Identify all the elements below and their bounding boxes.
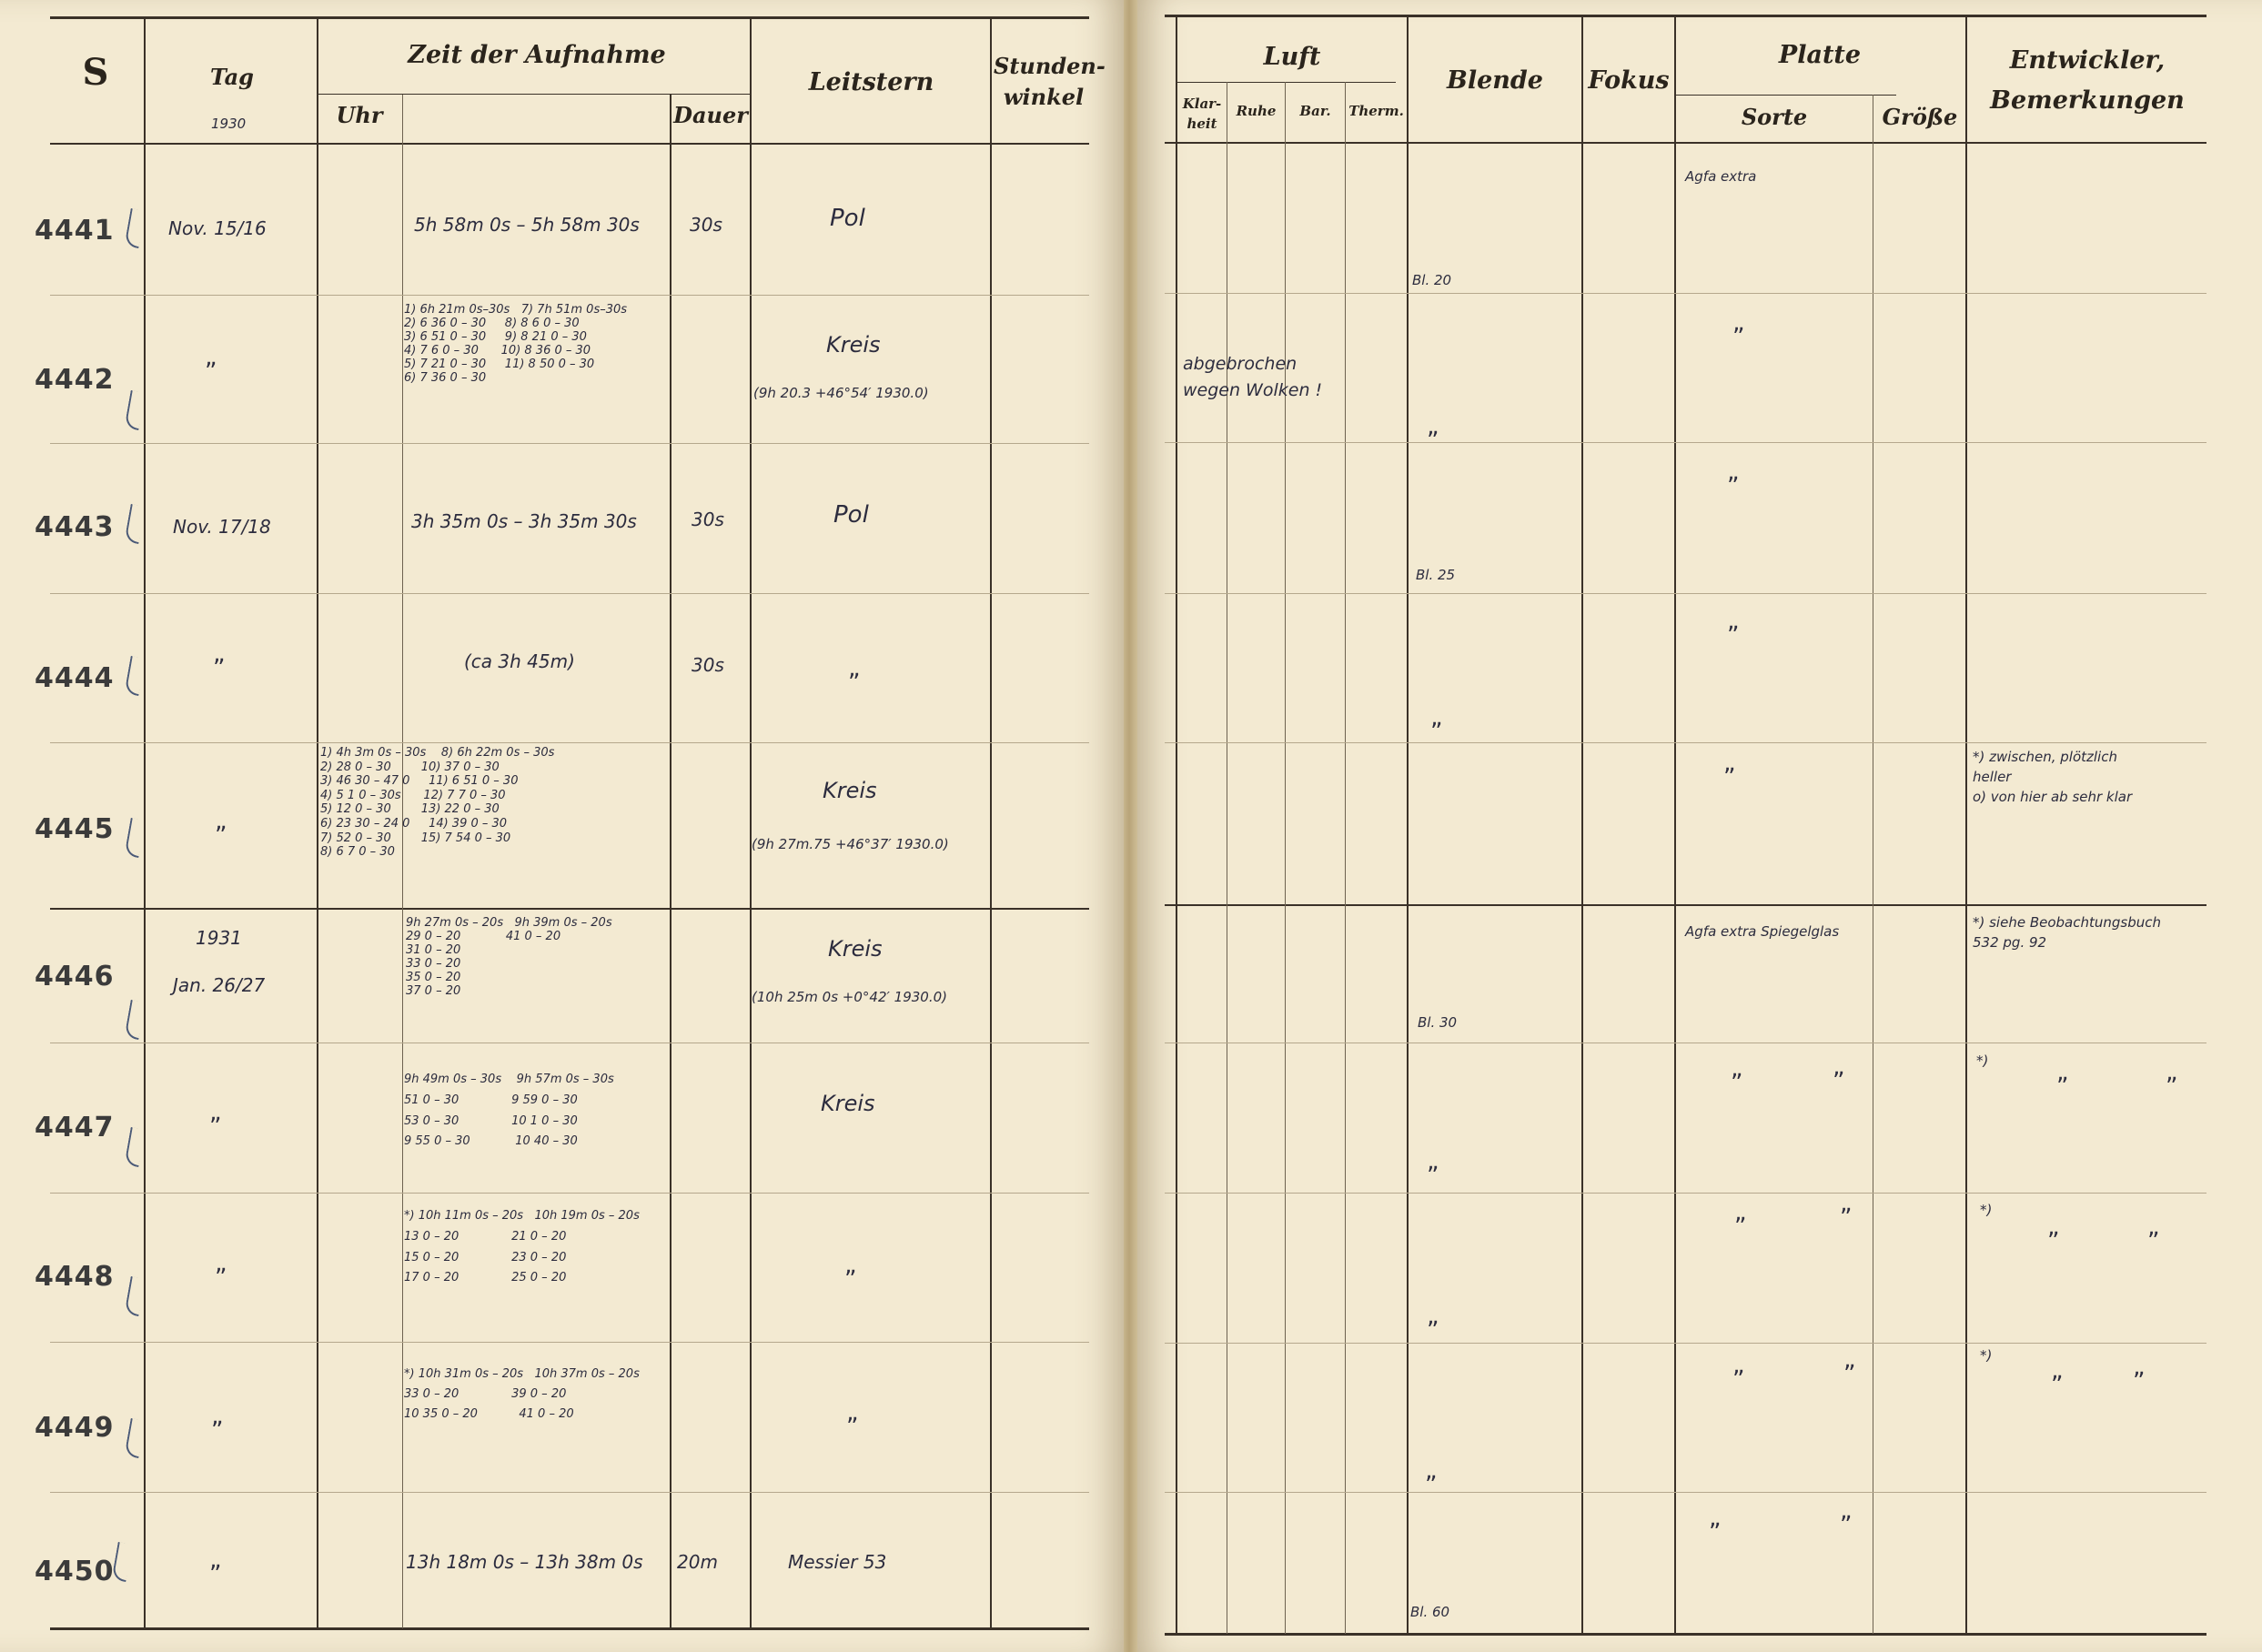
row-4449-platte-ditto: „	[1732, 1352, 1745, 1379]
header-s: S	[82, 51, 109, 94]
check-mark-icon	[124, 1127, 145, 1167]
header-entwickler-2: Bemerkungen	[1990, 86, 2185, 115]
header-leitstern: Leitstern	[808, 68, 934, 96]
check-mark-icon	[124, 1000, 145, 1040]
row-4441-tag: Nov. 15/16	[168, 217, 267, 239]
row-4442-number: 4442	[35, 364, 115, 396]
row-4444-uhr: (ca 3h 45m)	[464, 650, 575, 672]
row-4442-uhr: 1) 6h 21m 0s–30s 7) 7h 51m 0s–30s 2) 6 36 0 – 30 8) 8 6 0 – 30 3) 6 51 0 – 30 9) 8 21 0 – 30 4) 7 6 0 – 30 10) 8 36 0 – 30 5) 7 21 0 – 30 11) 8 50 0 – 30 6) 7 36 0 – 30	[404, 303, 628, 385]
row-4442-blende-ditto: „	[1427, 413, 1439, 440]
row-4446-remark: *) siehe Beobachtungsbuch 532 pg. 92	[1973, 914, 2162, 951]
row-4442-leitstern: Kreis	[826, 332, 881, 358]
row-4449-remark-ditto-2: „	[2133, 1354, 2146, 1381]
header-sorte: Sorte	[1741, 104, 1808, 130]
row-4441-uhr: 5h 58m 0s – 5h 58m 30s	[414, 214, 640, 236]
row-4450-blende: Bl. 60	[1410, 1604, 1450, 1620]
check-mark-icon	[124, 818, 145, 858]
header-klarheit-1: Klar-	[1182, 96, 1222, 112]
row-4446-uhr: 9h 27m 0s – 20s 9h 39m 0s – 20s 29 0 – 20 41 0 – 20 31 0 – 20 33 0 – 20 35 0 – 20 37 0 – 20	[406, 916, 612, 998]
row-4447-leitstern: Kreis	[821, 1091, 875, 1116]
row-4441-leitstern: Pol	[830, 205, 865, 232]
row-4444-dauer: 30s	[692, 654, 724, 676]
check-mark-icon	[124, 1418, 145, 1458]
row-4444-leitstern: „	[848, 655, 861, 682]
row-4442-leitstern-coord: (9h 20.3 +46°54′ 1930.0)	[753, 385, 929, 401]
header-bar: Bar.	[1299, 103, 1331, 119]
row-4443-leitstern: Pol	[833, 501, 869, 529]
header-luft: Luft	[1263, 43, 1321, 71]
row-4450-leitstern: Messier 53	[788, 1551, 887, 1573]
row-4443-number: 4443	[35, 511, 115, 543]
row-4445-tag: „	[215, 808, 227, 835]
row-4450-tag: „	[209, 1546, 222, 1574]
row-4443-uhr: 3h 35m 0s – 3h 35m 30s	[411, 510, 637, 532]
header-groesse: Größe	[1882, 104, 1958, 130]
row-4446-tag: Jan. 26/27	[173, 974, 266, 996]
check-mark-icon	[111, 1542, 132, 1582]
right-page	[1137, 0, 2262, 1652]
row-4447-platte-ditto: „	[1731, 1055, 1743, 1083]
row-4450-groesse-ditto: „	[1840, 1497, 1853, 1525]
header-stundenwinkel-2: winkel	[1003, 84, 1085, 110]
row-4449-blende-ditto: „	[1425, 1457, 1438, 1485]
row-4447-remark-ditto-2: „	[2166, 1059, 2178, 1086]
row-4448-remark-star: *)	[1980, 1202, 1993, 1218]
row-4449-remark-star: *)	[1980, 1347, 1993, 1364]
row-4447-groesse-ditto: „	[1833, 1053, 1845, 1081]
row-4450-uhr: 13h 18m 0s – 13h 38m 0s	[406, 1551, 643, 1573]
header-tag-year: 1930	[211, 116, 247, 132]
row-4448-uhr: *) 10h 11m 0s – 20s 10h 19m 0s – 20s 13 0 – 20 21 0 – 20 15 0 – 20 23 0 – 20 17 0 – 20 25 0 – 20	[404, 1209, 640, 1285]
check-mark-icon	[124, 208, 145, 248]
row-4446-leitstern: Kreis	[828, 936, 883, 962]
row-4447-remark-ditto: „	[2056, 1059, 2069, 1086]
row-4441-blende: Bl. 20	[1412, 272, 1452, 288]
header-blende: Blende	[1447, 66, 1543, 95]
row-4449-leitstern: „	[846, 1399, 859, 1426]
row-4446-blende: Bl. 30	[1418, 1014, 1458, 1031]
row-4444-blende-ditto: „	[1430, 704, 1443, 731]
row-4445-remark: *) zwischen, plötzlich heller o) von hier ab sehr klar	[1973, 749, 2133, 805]
row-4447-number: 4447	[35, 1112, 115, 1143]
header-tag: Tag	[210, 64, 254, 90]
row-4445-leitstern-coord: (9h 27m.75 +46°37′ 1930.0)	[752, 836, 949, 852]
row-4443-tag: Nov. 17/18	[173, 516, 271, 538]
row-4446-tag-year: 1931	[196, 927, 242, 949]
row-4444-platte-ditto: „	[1727, 608, 1740, 635]
row-4447-remark-star: *)	[1976, 1053, 1989, 1069]
row-4449-uhr: *) 10h 31m 0s – 20s 10h 37m 0s – 20s 33 0 – 20 39 0 – 20 10 35 0 – 20 41 0 – 20	[404, 1367, 640, 1422]
row-4448-remark-ditto: „	[2047, 1214, 2060, 1241]
row-4445-uhr: 1) 4h 3m 0s – 30s 8) 6h 22m 0s – 30s 2) 28 0 – 30 10) 37 0 – 30 3) 46 30 – 47 0 11) 6 51 0 – 30 4) 5 1 0 – 30s 12) 7 7 0 – 30 5) 12 0 – 30 13) 22 0 – 30 6) 23 30 – 24 0 14) 39 0 – 30 7) 52 0 – 30 15) 7 54 0 – 30 8) 6 7 0 – 30	[320, 746, 555, 860]
header-stundenwinkel-1: Stunden-	[994, 53, 1106, 79]
row-4442-tag: „	[205, 344, 217, 371]
check-mark-icon	[124, 504, 145, 544]
row-4449-tag: „	[211, 1403, 224, 1430]
header-fokus: Fokus	[1588, 66, 1670, 95]
row-4441-number: 4441	[35, 215, 115, 247]
row-4441-platte-sorte: Agfa extra	[1685, 168, 1757, 185]
row-4450-dauer: 20m	[677, 1551, 718, 1573]
row-4443-platte-ditto: „	[1727, 458, 1740, 486]
row-4442-platte-ditto: „	[1732, 309, 1745, 337]
row-4450-platte-ditto: „	[1709, 1505, 1722, 1532]
row-4446-leitstern-coord: (10h 25m 0s +0°42′ 1930.0)	[752, 989, 948, 1005]
row-4445-number: 4445	[35, 813, 115, 845]
row-4444-tag: „	[213, 640, 226, 668]
row-4443-dauer: 30s	[692, 509, 724, 530]
header-therm: Therm.	[1348, 103, 1404, 119]
row-4448-blende-ditto: „	[1427, 1303, 1439, 1330]
header-ruhe: Ruhe	[1236, 103, 1277, 119]
left-page	[0, 0, 1124, 1652]
header-zeit: Zeit der Aufnahme	[408, 41, 666, 69]
row-4446-platte-sorte: Agfa extra Spiegelglas	[1685, 923, 1840, 940]
row-4448-tag: „	[215, 1250, 227, 1277]
check-mark-icon	[124, 1276, 145, 1316]
check-mark-icon	[124, 390, 145, 430]
row-4448-remark-ditto-2: „	[2147, 1214, 2160, 1241]
row-4449-groesse-ditto: „	[1843, 1346, 1856, 1374]
header-dauer: Dauer	[673, 102, 748, 128]
header-uhr: Uhr	[336, 102, 383, 128]
header-platte: Platte	[1778, 41, 1862, 69]
check-mark-icon	[124, 656, 145, 696]
row-4448-number: 4448	[35, 1261, 115, 1293]
row-4445-leitstern: Kreis	[823, 778, 877, 803]
row-4450-number: 4450	[35, 1556, 115, 1587]
row-4443-blende: Bl. 25	[1416, 567, 1456, 583]
row-4448-groesse-ditto: „	[1840, 1190, 1853, 1217]
row-4449-number: 4449	[35, 1412, 115, 1444]
row-4448-leitstern: „	[844, 1252, 857, 1279]
row-4447-tag: „	[209, 1099, 222, 1126]
row-4441-dauer: 30s	[690, 214, 722, 236]
row-4445-platte-ditto: „	[1723, 750, 1736, 777]
row-4447-uhr: 9h 49m 0s – 30s 9h 57m 0s – 30s 51 0 – 30 9 59 0 – 30 53 0 – 30 10 1 0 – 30 9 55 0 – 30 10 40 – 30	[404, 1073, 614, 1149]
row-4446-number: 4446	[35, 961, 115, 992]
row-4449-remark-ditto: „	[2051, 1357, 2064, 1385]
row-4444-number: 4444	[35, 662, 115, 694]
header-entwickler-1: Entwickler,	[2009, 46, 2166, 75]
row-4442-luft-note: abgebrochen wegen Wolken !	[1183, 354, 1323, 400]
row-4448-platte-ditto: „	[1734, 1199, 1747, 1226]
header-klarheit-2: heit	[1187, 116, 1217, 132]
row-4447-blende-ditto: „	[1427, 1148, 1439, 1175]
